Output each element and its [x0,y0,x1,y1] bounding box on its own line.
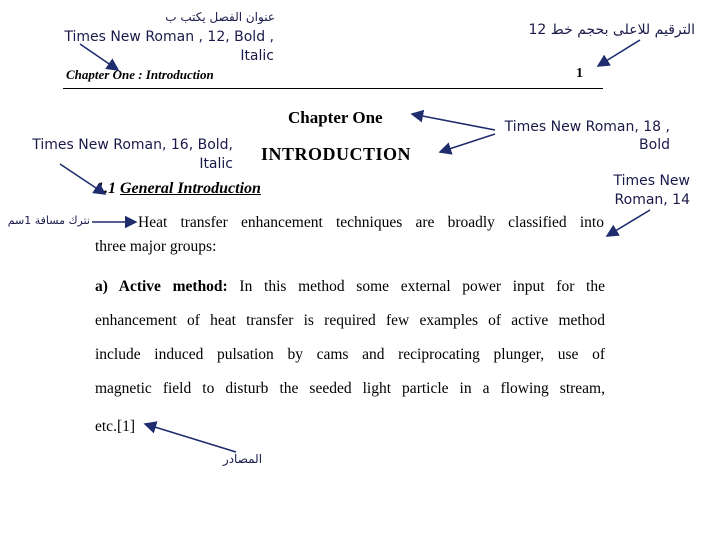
body-font-note: Times New Roman, 14 [613,173,690,208]
body-text: In this method some external power input for the [239,278,605,295]
section-number: 1.1 [96,180,116,197]
arrow-title [80,44,118,70]
chapter-font-note: Times New Roman, 18 , Bold [504,119,670,153]
page-number: 1 [576,66,583,81]
body-line: enhancement of heat transfer is required few examples of active method [95,312,605,329]
chapter-heading: Chapter One [288,108,383,127]
header-title: Chapter One : Introduction [66,67,214,82]
arrow-subtitle [60,164,105,194]
section-title: General Introduction [120,180,261,197]
arrow-page-number [598,40,640,66]
arrow-intro [440,134,495,152]
method-label: a) Active method: [95,278,228,295]
arrow-body [607,210,650,236]
chapter-title: INTRODUCTION [261,144,412,164]
indent-note: نترك مسافة 1سم [7,214,90,227]
body-line: etc.[1] [95,418,136,435]
arrow-refs [145,424,236,452]
references-note: المصادر [222,452,263,466]
title-font-note: Times New Roman , 12, Bold , Italic [64,29,274,64]
title-arabic-note: عنوان الفصل يكتب ب [165,10,275,24]
body-line: include induced pulsation by cams and reciprocating plunger, use of [95,346,605,363]
body-line: three major groups: [95,238,217,255]
body-line: Heat transfer enhancement techniques are broadly classified into [138,214,604,231]
arrow-chapter [412,114,495,130]
body-line: magnetic field to disturb the seeded light particle in a flowing stream, [95,380,605,397]
subtitle-font-note: Times New Roman, 16, Bold, Italic [32,137,233,172]
page-number-note: الترقيم للاعلى بحجم خط 12 [528,22,695,38]
